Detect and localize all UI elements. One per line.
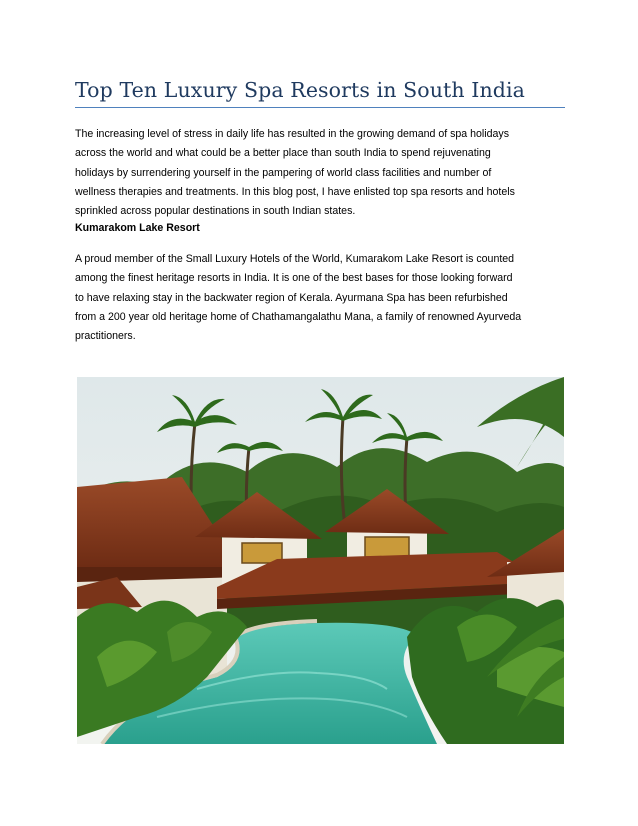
intro-line: across the world and what could be a better place than south India to spend rejuvenating	[75, 147, 491, 160]
section-line: among the finest heritage resorts in India. It is one of the best bases for those looking forward	[75, 272, 513, 285]
section-line: to have relaxing stay in the backwater region of Kerala. Ayurmana Spa has been refurbished	[75, 291, 508, 304]
resort-photo	[77, 377, 564, 744]
section-line: A proud member of the Small Luxury Hotels of the World, Kumarakom Lake Resort is counted	[75, 253, 515, 265]
section-paragraph	[75, 250, 570, 346]
section-line: practitioners.	[75, 330, 136, 343]
intro-line: wellness therapies and treatments. In this blog post, I have enlisted top spa resorts and hotels	[75, 185, 515, 198]
section-heading: Kumarakom Lake Resort	[75, 222, 200, 234]
page-title: Top Ten Luxury Spa Resorts in South India	[75, 78, 526, 102]
intro-line: The increasing level of stress in daily life has resulted in the growing demand of spa holidays	[75, 128, 509, 140]
intro-paragraph	[75, 125, 570, 221]
title-underline	[75, 107, 565, 108]
section-line: from a 200 year old heritage home of Chathamangalathu Mana, a family of renowned Ayurveda	[75, 310, 522, 323]
intro-line: sprinkled across popular destinations in south Indian states.	[75, 205, 356, 218]
intro-line: holidays by surrendering yourself in the pampering of world class facilities and number of	[75, 166, 492, 179]
